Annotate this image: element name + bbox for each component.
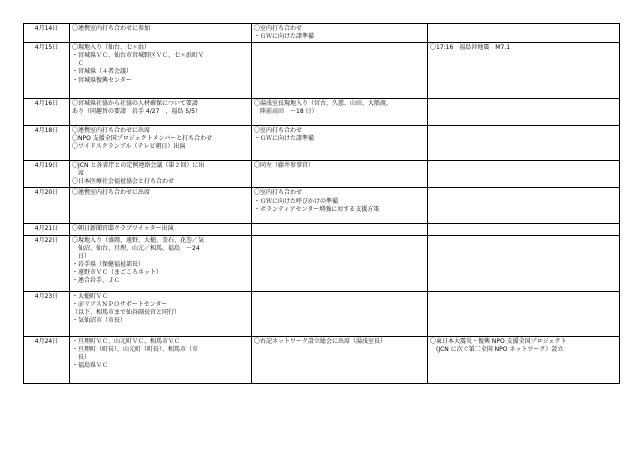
entry-line: 陸前高田 ～18 日）	[254, 108, 318, 116]
entry-cell-col-a	[70, 235, 252, 291]
entry-cell-col-c	[428, 188, 620, 224]
entry-cell-col-b	[252, 24, 428, 43]
entry-cell-col-b	[252, 126, 428, 161]
entry-line: （以下、相馬市まで仙谷副長官と同行）	[72, 308, 181, 316]
entry-line: 〇同左（藤井参事官）	[254, 162, 315, 170]
date-cell: 4月16日	[24, 99, 70, 126]
entry-line: ・亘理町ＶＣ、山元町ＶＣ、相馬市ＶＣ	[72, 337, 181, 345]
table-row	[24, 43, 620, 99]
table-row	[24, 336, 620, 383]
date-cell: 4月18日	[24, 126, 70, 161]
entry-line: 日）	[72, 252, 91, 260]
entry-line: ・宮城県ＶＣ、仙台市宮城野区ＶＣ、七ヶ浜町Ｖ	[72, 52, 205, 60]
entry-line: 〇連携室内打ち合わせに出席	[72, 127, 151, 135]
entry-line: 〇現地入り（盛岡、遠野、大槌、釜石、花巻／気	[72, 236, 205, 244]
entry-line: (JCN に次ぐ第二全国 NPO ネットワーク）設立	[430, 345, 564, 353]
entry-cell-col-c	[428, 224, 620, 235]
table-row	[24, 161, 620, 188]
table-row	[24, 224, 620, 235]
entry-line: ・宮城県復興センター	[72, 76, 132, 84]
entry-cell-col-b	[252, 235, 428, 291]
entry-line: 〇東日本大震災・復興 NPO 支援全国プロジェクト	[430, 337, 567, 345]
entry-line: ・＠リアスＮＰＯサポートセンター	[72, 300, 168, 308]
entry-line: 〇朝日新聞官邸クラブツイッター出演	[72, 225, 174, 233]
date-cell: 4月23日	[24, 291, 70, 336]
entry-cell-col-b	[252, 224, 428, 235]
entry-cell-col-c	[428, 161, 620, 188]
entry-line: 〇ワイドスクランブル（テレビ朝日）出演	[72, 143, 186, 151]
entry-cell-col-a	[70, 224, 252, 235]
entry-line: 〇日本医療社会福祉協会と打ち合わせ	[72, 178, 175, 186]
entry-line: Ｃ	[72, 60, 85, 68]
entry-line: ・ＧＷに向けた呼びかけの準備	[254, 197, 339, 205]
entry-line: ・ボランティアセンター増強に対する支援方策	[254, 205, 380, 213]
entry-line: 〇JCN と各省庁との定例連絡会議（第２回）に出	[72, 162, 205, 170]
entry-cell-col-c	[428, 24, 620, 43]
entry-line: ・気仙沼市（市長）	[72, 316, 127, 324]
entry-line: 席	[72, 170, 85, 178]
table-row	[24, 291, 620, 336]
date-cell: 4月21日	[24, 224, 70, 235]
entry-cell-col-a	[70, 24, 252, 43]
entry-cell-col-b	[252, 188, 428, 224]
date-cell: 4月15日	[24, 43, 70, 99]
date-cell: 4月20日	[24, 188, 70, 224]
entry-line: ・ＧＷに向けた諸準備	[254, 135, 315, 143]
entry-cell-col-c	[428, 291, 620, 336]
entry-cell-col-a	[70, 43, 252, 99]
entry-cell-col-b	[252, 336, 428, 383]
entry-line: 〇室内打ち合わせ	[254, 127, 303, 135]
entry-line: 〇宮城県社協から社協の人材確保について要請	[72, 100, 198, 108]
date-cell: 4月24日	[24, 336, 70, 383]
entry-line: ・岩手県（保健福祉部長）	[72, 260, 145, 268]
entry-cell-col-c	[428, 99, 620, 126]
table-row	[24, 188, 620, 224]
entry-line: 〇室内打ち合わせ	[254, 189, 303, 197]
entry-line: 〇右記ネットワーク設立総会に出席（湯浅室長）	[254, 337, 387, 345]
entry-line: 〇室内打ち合わせ	[254, 25, 303, 32]
entry-cell-col-c	[428, 235, 620, 291]
date-cell: 4月14日	[24, 24, 70, 43]
entry-cell-col-a	[70, 336, 252, 383]
entry-line: 〇湯浅室長現地入り（宮古、久慈、山田、大船渡、	[254, 100, 393, 108]
table-row	[24, 24, 620, 43]
entry-cell-col-b	[252, 161, 428, 188]
entry-cell-col-c	[428, 126, 620, 161]
schedule-sheet	[23, 23, 620, 384]
entry-cell-col-b	[252, 99, 428, 126]
entry-cell-col-a	[70, 99, 252, 126]
entry-cell-col-a	[70, 291, 252, 336]
entry-line: 長）	[72, 353, 91, 361]
entry-line: ・亘理町（町長）、山元町（町長）、相馬市（市	[72, 345, 199, 353]
table-row	[24, 235, 620, 291]
schedule-table	[23, 23, 620, 384]
entry-cell-col-c	[428, 43, 620, 99]
date-cell: 4月19日	[24, 161, 70, 188]
entry-line: 〇連携室内打ち合わせに参加	[72, 25, 151, 32]
entry-line: 〇NPO 支援全国プロジェクトメンバーと打ち合わせ	[72, 135, 213, 143]
entry-line: 仙沼、仙台、亘理、山元／相馬、福島 ～24	[72, 244, 200, 252]
schedule-table-body	[24, 24, 620, 384]
entry-line: ・福島県ＶＣ	[72, 361, 109, 369]
entry-line: ・宮城県（４者会議）	[72, 68, 133, 76]
entry-cell-col-a	[70, 161, 252, 188]
entry-line: ・連合岩手、ＪＣ	[72, 277, 121, 285]
entry-line: 〇17:16 福島沖地震 M7.1	[430, 44, 511, 52]
entry-line: 〇連携室内打ち合わせに出席	[72, 189, 151, 197]
entry-line: 〇現地入り（仙台、七ヶ浜）	[72, 44, 151, 52]
entry-cell-col-b	[252, 43, 428, 99]
entry-cell-col-a	[70, 188, 252, 224]
table-row	[24, 126, 620, 161]
entry-line: ・遠野市ＶＣ（まごころネット）	[72, 268, 163, 276]
entry-cell-col-b	[252, 291, 428, 336]
entry-cell-col-a	[70, 126, 252, 161]
entry-line: あり（同趣旨の要請 岩手 4/27 、福島 5/5）	[72, 108, 201, 116]
entry-line: ・ＧＷに向けた諸準備	[254, 33, 315, 41]
entry-line: ・大槌町ＶＣ	[72, 292, 109, 300]
table-row	[24, 99, 620, 126]
entry-cell-col-c	[428, 336, 620, 383]
date-cell: 4月22日	[24, 235, 70, 291]
